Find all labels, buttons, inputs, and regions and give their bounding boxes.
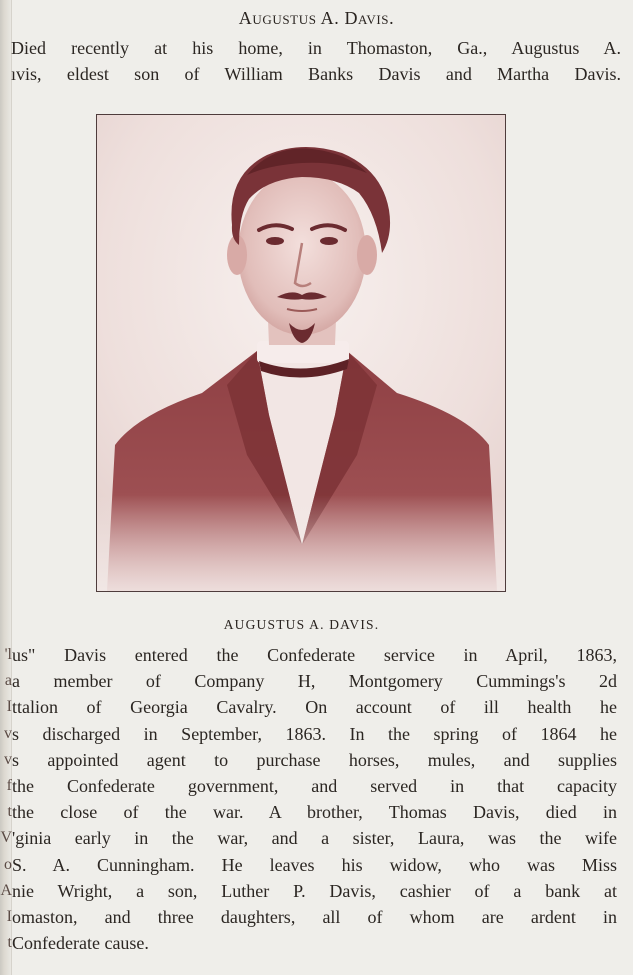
gutter-fragment: v	[4, 724, 12, 742]
gutter-fragment: I	[6, 908, 12, 926]
gutter-fragment: a	[4, 672, 12, 690]
body-line: 'ginia early in the war, and a sister, Laura, was the wife	[12, 828, 617, 849]
body-line: us" Davis entered the Confederate service in April, 1863,	[12, 645, 617, 665]
intro-line: Died recently at his home, in Thomaston, Ga., Augustus A.	[11, 38, 621, 58]
portrait-image	[97, 115, 505, 591]
gutter-fragment: t	[7, 803, 12, 821]
body-line: ttalion of Georgia Cavalry. On account of ill health he	[12, 697, 617, 718]
gutter-fragment: o	[4, 855, 12, 873]
photo-caption: AUGUSTUS A. DAVIS.	[223, 617, 380, 632]
body-line: nie Wright, a son, Luther P. Davis, cashier of a bank at	[12, 880, 617, 901]
body-line: s appointed agent to purchase horses, mules, and supplies	[12, 749, 617, 770]
gutter-fragment: A	[0, 881, 12, 899]
gutter-fragment: v	[4, 750, 12, 768]
body-line: a member of Company H, Montgomery Cummings's 2d	[12, 671, 617, 692]
body-line: Confederate cause.	[12, 933, 149, 954]
portrait-photograph	[96, 114, 506, 592]
body-line: S. A. Cunningham. He leaves his widow, who was Miss	[12, 854, 617, 875]
obituary-heading: Augustus A. Davis.	[238, 8, 395, 28]
body-line: omaston, and three daughters, all of whom are ardent in	[12, 907, 617, 928]
body-line: s discharged in September, 1863. In the spring of 1864 he	[12, 723, 617, 744]
gutter-text-fragments	[0, 642, 12, 956]
gutter-fragment: t	[7, 934, 12, 952]
gutter-fragment: f	[6, 777, 12, 795]
intro-line: ıvis, eldest son of William Banks Davis and Martha Davis.	[11, 64, 621, 84]
body-line: the close of the war. A brother, Thomas Davis, died in	[12, 802, 617, 823]
intro-paragraph	[11, 35, 621, 87]
gutter-fragment: 'l	[4, 646, 12, 663]
obituary-body	[12, 642, 617, 956]
body-line: the Confederate government, and served in that capacity	[12, 776, 617, 797]
gutter-fragment: V	[0, 829, 12, 847]
gutter-fragment: I	[6, 698, 12, 716]
